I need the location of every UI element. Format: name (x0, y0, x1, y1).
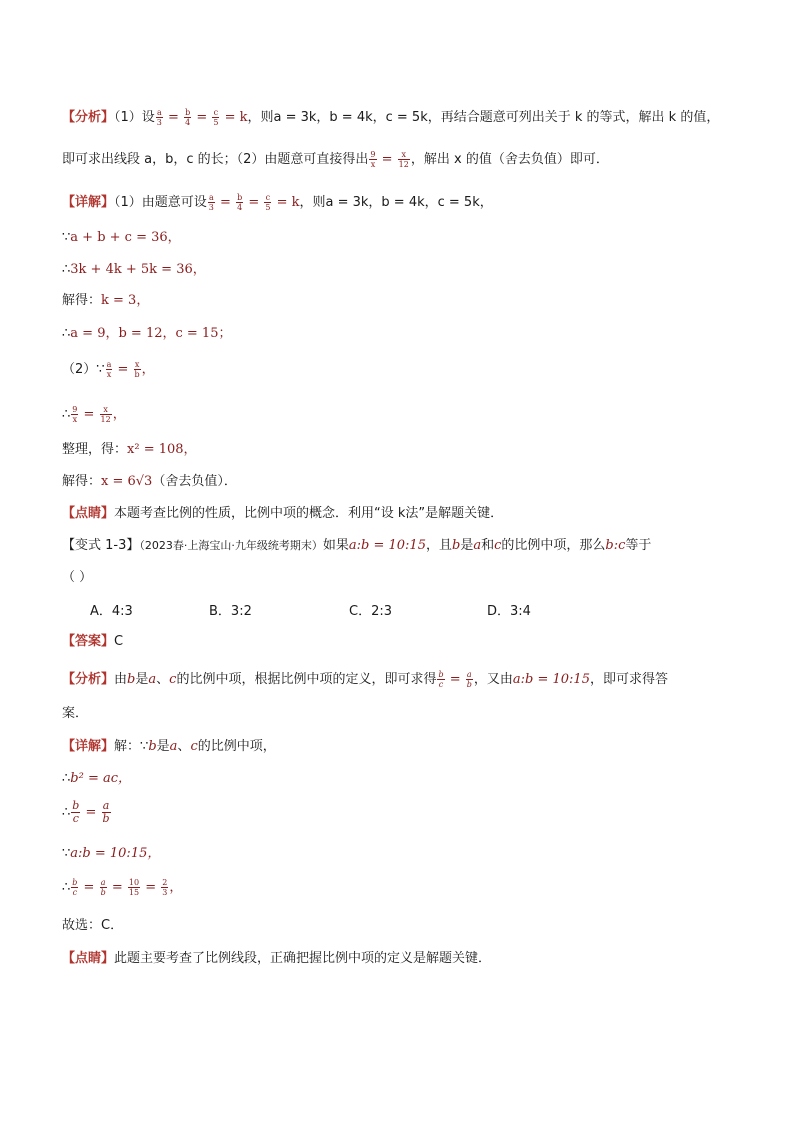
detail-line-1: 【详解】（1）由题意可设 $\frac{a}{3}$ = $\frac{b}{4}$ = $\frac{c}{5}$ = k，则a = 3k，b = 4k，c = 5k， (62, 193, 493, 212)
option-c[interactable]: C．2:3 (349, 604, 392, 619)
step-2: ∴3k + 4k + 5k = 36， (62, 262, 206, 277)
analysis-tag: 【分析】 (62, 110, 115, 125)
step-3: 解得：k = 3， (62, 293, 150, 308)
detail2-step-1: ∴b² = ac， (62, 771, 132, 786)
step-7: 整理，得：x² = 108， (62, 442, 197, 457)
step-5: （2）∵ $\frac{a}{x}$ = $\frac{x}{b}$ ， (62, 360, 155, 379)
analysis-line-1: 【分析】（1）设 $\frac{a}{3}$ = $\frac{b}{4}$ = $\frac{c}{5}$ = k，则a = 3k，b = 4k，c = 5k，再结合题意可列出关于 k 的等式，解出 k 的值， (62, 108, 720, 127)
comment-1: 【点睛】本题考查比例的性质，比例中项的概念．利用“设 k法”是解题关键． (62, 506, 504, 521)
analysis2-line-1: 【分析】由b是a、c的比例中项，根据比例中项的定义，即可求得 $\frac{b}{c}$ = $\frac{a}{b}$ ，又由a:b = 10:15，即可求得答 (62, 670, 668, 689)
analysis2-line-2: 案． (62, 706, 89, 721)
step-1: ∵a + b + c = 36， (62, 230, 181, 245)
analysis-line-2: 即可求出线段 a，b，c 的长；（2）由题意可直接得出 $\frac{9}{x}$ = $\frac{x}{12}$ ，解出 x 的值（舍去负值）即可． (62, 150, 609, 169)
detail2-line-1: 【详解】解：∵b是a、c的比例中项， (62, 739, 276, 754)
fraction-x-over-12: $\frac{x}{12}$ (398, 150, 409, 169)
fraction-c-over-5: $\frac{c}{5}$ (213, 108, 219, 127)
option-a[interactable]: A．4:3 (90, 604, 133, 619)
step-4: ∴a = 9，b = 12，c = 15； (62, 326, 232, 341)
detail2-step-4: ∴ $\frac{b}{c}$ = $\frac{a}{b}$ = $\frac{10}{15}$ = $\frac{2}{3}$ ， (62, 878, 183, 897)
detail2-step-2: ∴ $\frac{b}{c}$ = $\frac{a}{b}$ (62, 799, 110, 825)
fraction-a-over-3: $\frac{a}{3}$ (156, 108, 162, 127)
comment-tag: 【点睛】 (62, 506, 115, 521)
fraction-b-over-4: $\frac{b}{4}$ (185, 108, 191, 127)
answer-line: 【答案】C (62, 634, 124, 649)
question-paren: （ ） (62, 570, 93, 585)
answer-tag: 【答案】 (62, 634, 115, 649)
option-d[interactable]: D．3:4 (487, 604, 531, 619)
final-choice: 故选：C． (62, 918, 124, 933)
option-b[interactable]: B．3:2 (209, 604, 252, 619)
step-6: ∴ $\frac{9}{x}$ = $\frac{x}{12}$ ， (62, 405, 126, 424)
detail2-step-3: ∵a:b = 10:15， (62, 846, 161, 861)
fraction-9-over-x: $\frac{9}{x}$ (370, 150, 376, 169)
step-8: 解得：x = 6√3（舍去负值）． (62, 474, 237, 489)
comment-2: 【点睛】此题主要考查了比例线段，正确把握比例中项的定义是解题关键． (62, 951, 492, 966)
question-line: 【变式 1-3】（2023春·上海宝山·九年级统考期末）如果a:b = 10:15，且b是a和c的比例中项，那么b:c等于 (62, 538, 652, 553)
detail-tag: 【详解】 (62, 195, 115, 210)
